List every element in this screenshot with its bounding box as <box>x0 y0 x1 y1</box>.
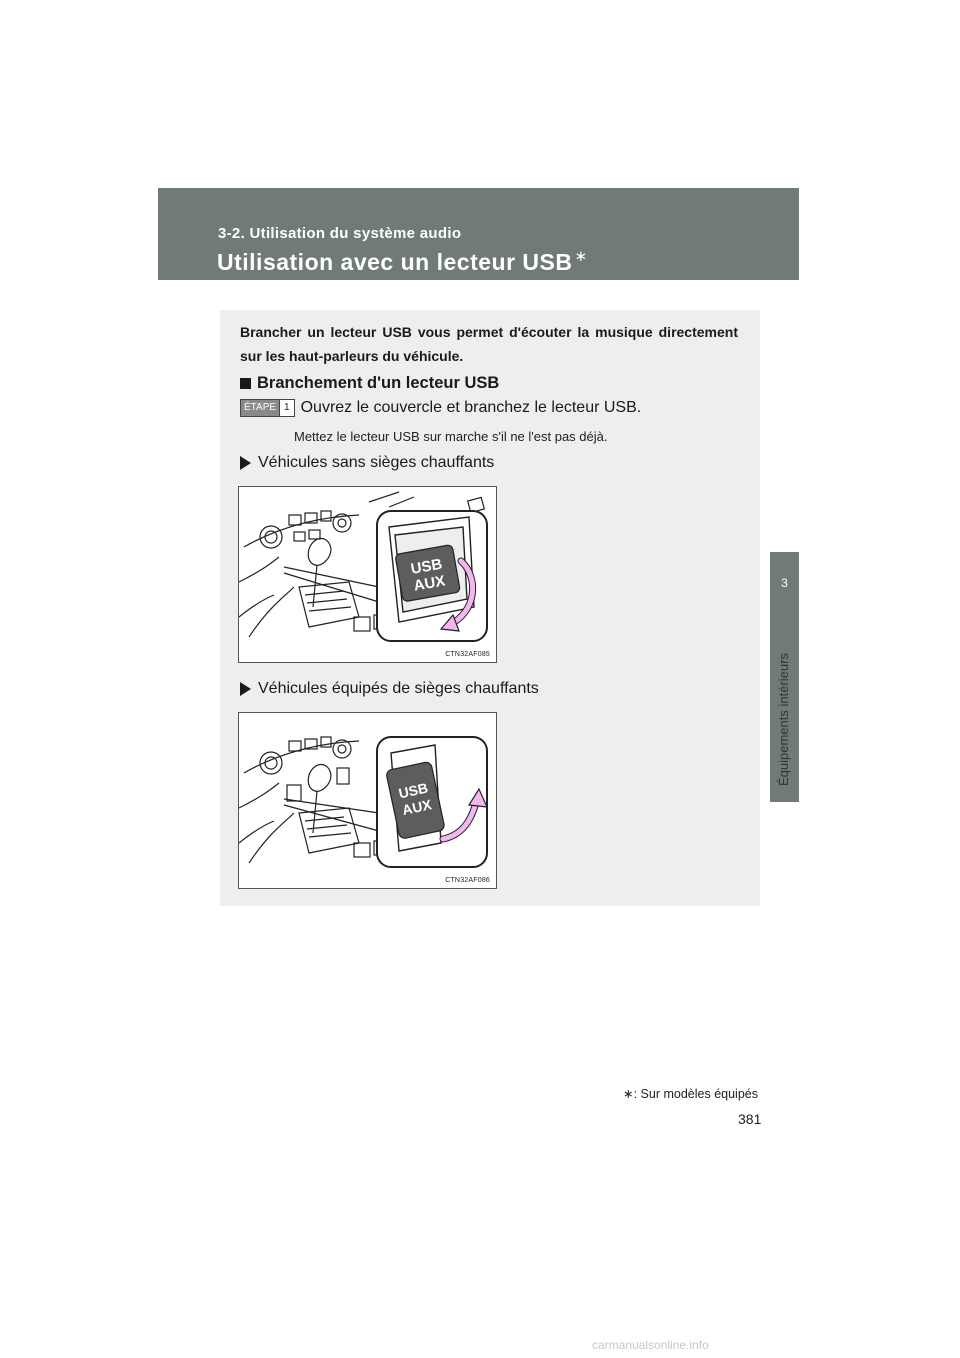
subheading <box>240 374 499 393</box>
figure-code: CTN32AF086 <box>445 877 490 884</box>
footnote: ∗: Sur modèles équipés <box>623 1087 758 1101</box>
step-badge-number: 1 <box>279 400 294 416</box>
port-label-aux: AUX <box>412 572 447 595</box>
port-label-aux: AUX <box>400 796 433 819</box>
section-label: 3-2. Utilisation du système audio <box>218 225 462 242</box>
page-title <box>217 249 588 276</box>
triangle-bullet-icon <box>240 456 251 470</box>
page-title-text: Utilisation avec un lecteur USB <box>217 249 573 275</box>
variant-with-heated-seats <box>240 680 539 698</box>
port-label-usb: USB <box>397 779 430 802</box>
chapter-label: Équipements intérieurs <box>776 653 791 786</box>
watermark: carmanualsonline.info <box>592 1338 709 1352</box>
chapter-number: 3 <box>781 576 788 590</box>
step-badge-label: ÉTAPE <box>241 400 279 416</box>
step-text: Ouvrez le couvercle et branchez le lecteur USB. <box>300 399 642 416</box>
page-number: 381 <box>738 1111 762 1127</box>
intro-paragraph: Brancher un lecteur USB vous permet d'écouter la musique directement sur les haut-parleurs du véhicule. <box>240 324 738 364</box>
variant-without-heated-seats <box>240 454 494 472</box>
step-1 <box>240 399 641 417</box>
variant-text: Véhicules sans sièges chauffants <box>258 454 495 471</box>
equipped-models-mark: ∗ <box>574 248 588 265</box>
console-illustration <box>239 713 496 888</box>
subheading-text: Branchement d'un lecteur USB <box>257 374 500 392</box>
figure-code: CTN32AF085 <box>445 651 490 658</box>
step-badge <box>240 399 295 417</box>
illustration-without-heated-seats <box>238 486 497 663</box>
console-illustration <box>239 487 496 662</box>
square-bullet-icon <box>240 378 251 389</box>
variant-text: Véhicules équipés de sièges chauffants <box>258 680 539 697</box>
illustration-with-heated-seats <box>238 712 497 889</box>
triangle-bullet-icon <box>240 682 251 696</box>
step-note: Mettez le lecteur USB sur marche s'il ne l'est pas déjà. <box>294 429 608 444</box>
port-label-usb: USB <box>409 555 444 578</box>
